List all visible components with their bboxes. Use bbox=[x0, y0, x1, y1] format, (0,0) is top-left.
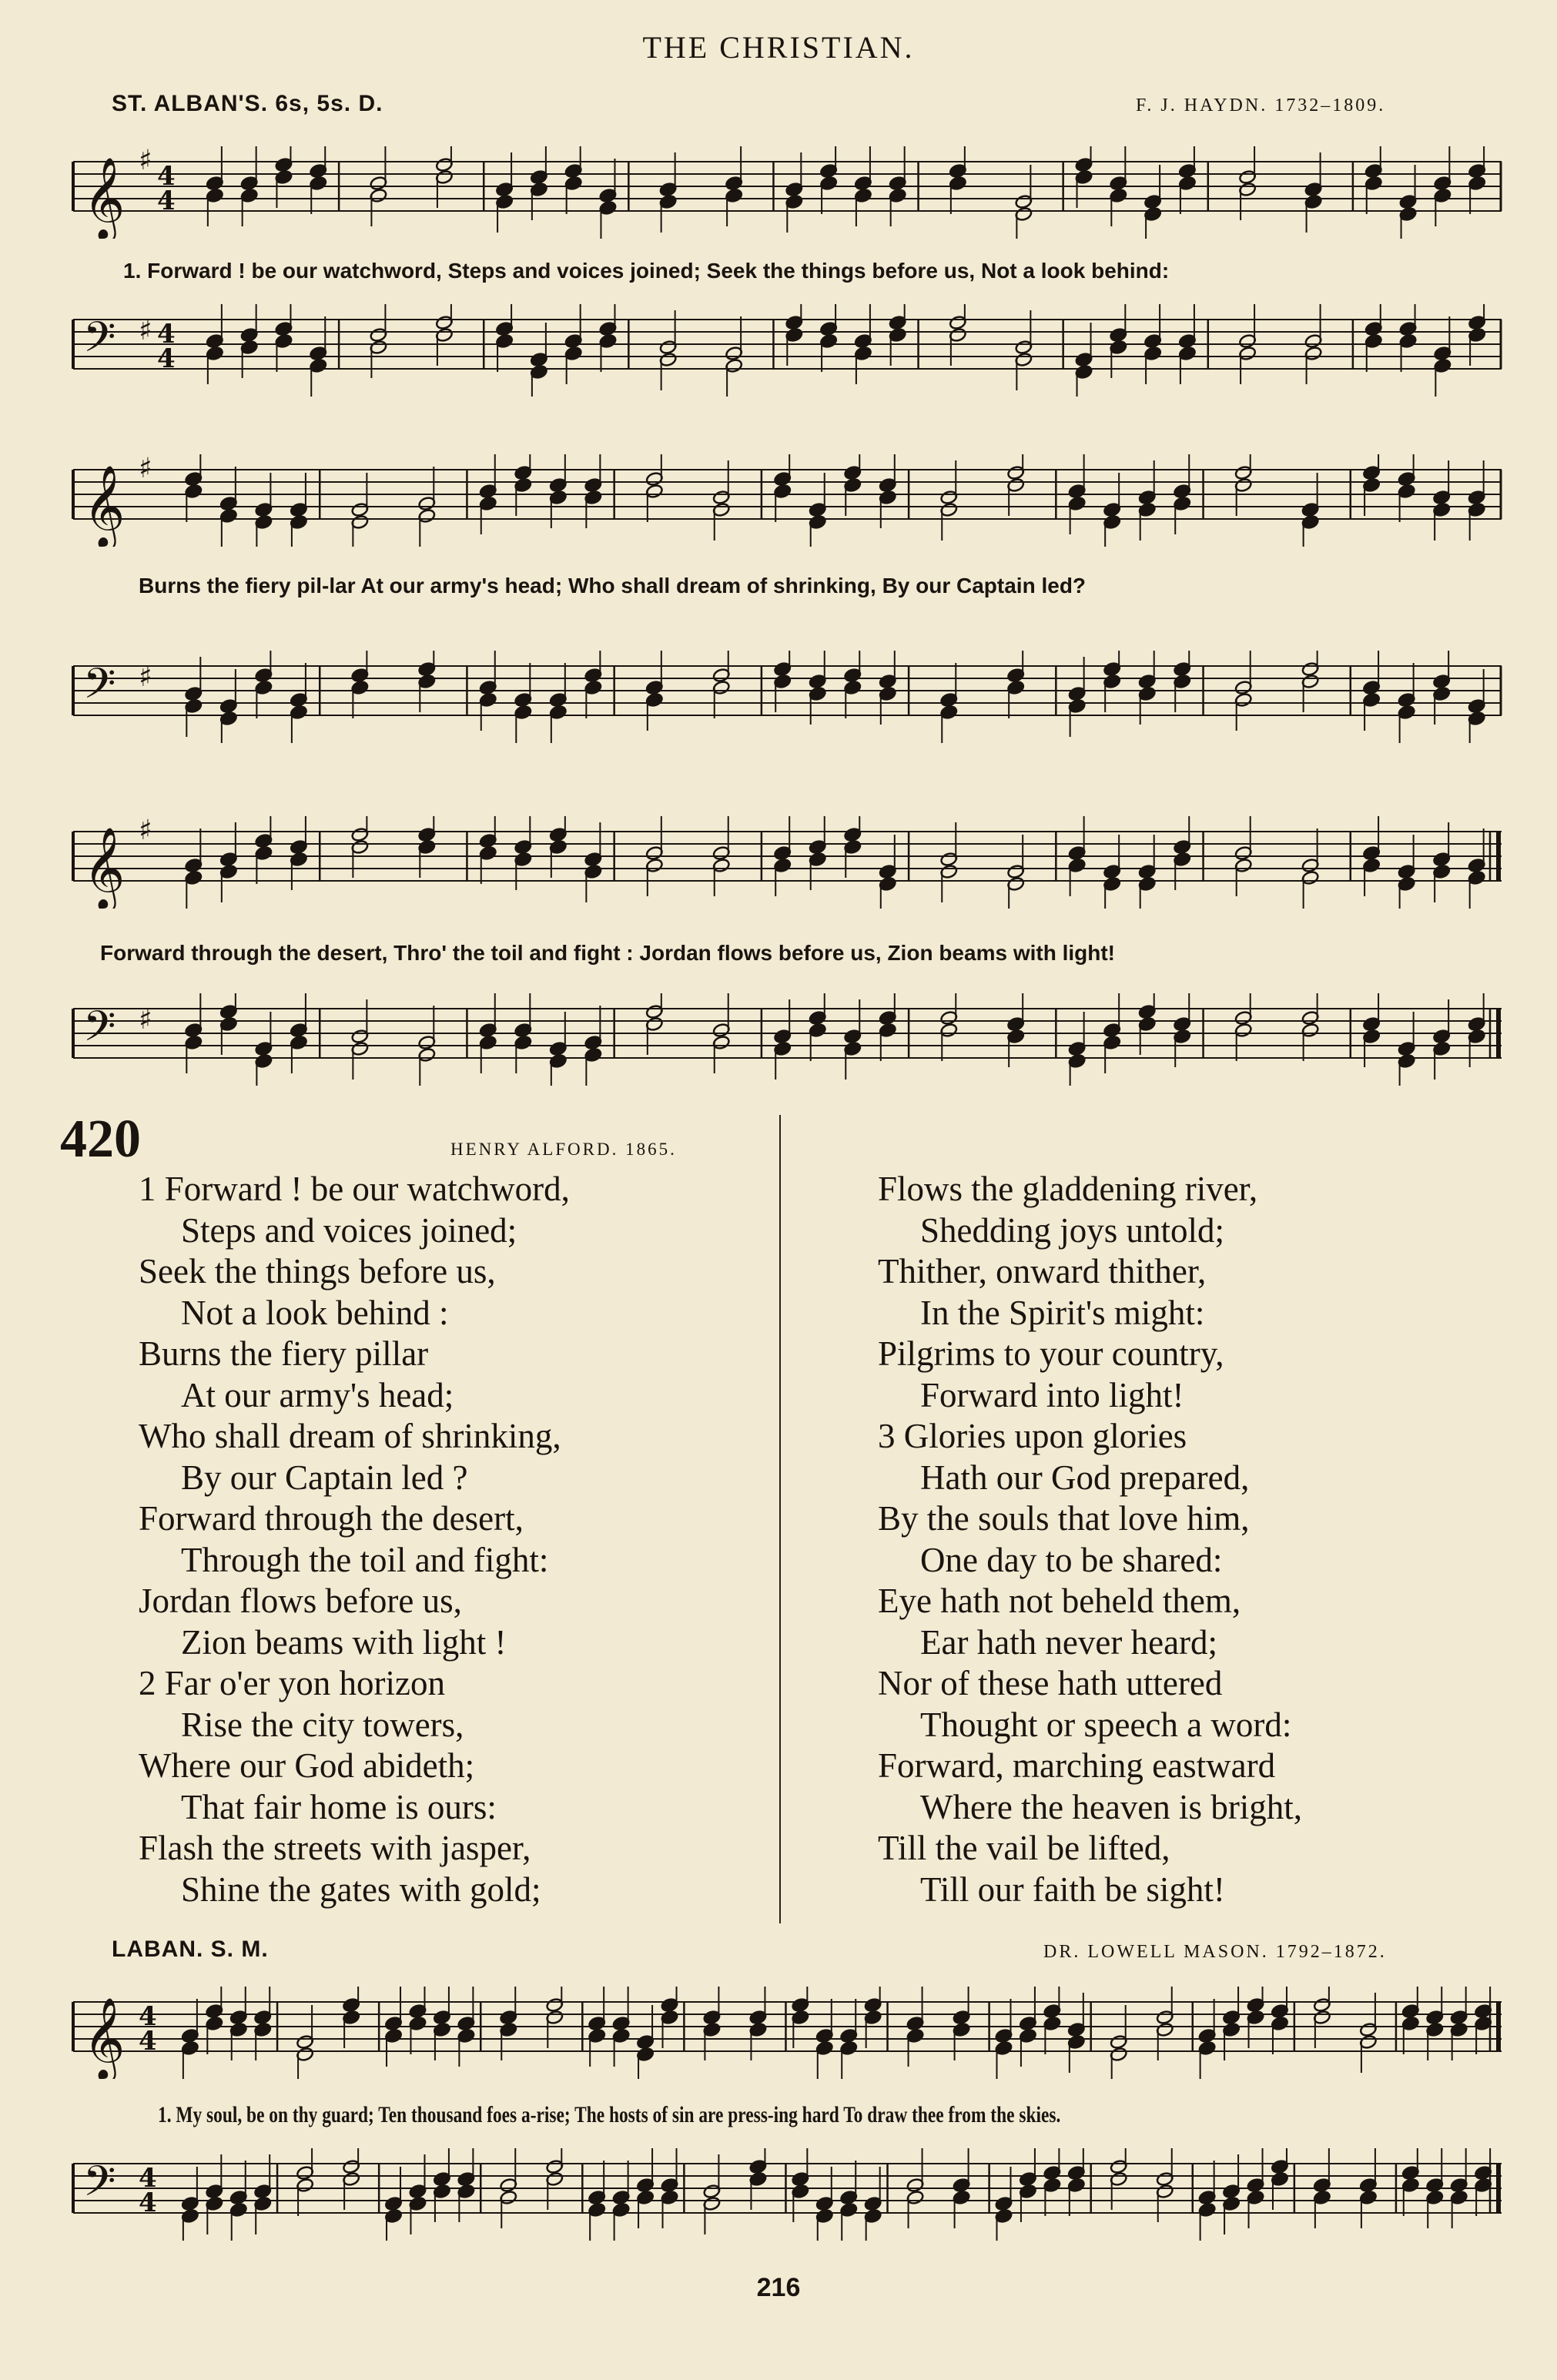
svg-text:𝄢: 𝄢 bbox=[83, 1002, 116, 1061]
svg-text:4: 4 bbox=[157, 186, 176, 216]
staff-treble-4 bbox=[69, 1987, 1505, 2079]
verse-line: Flash the streets with jasper, bbox=[139, 1829, 531, 1867]
svg-text:4: 4 bbox=[139, 2001, 157, 2032]
staff-bass-3 bbox=[69, 993, 1505, 1086]
verse-line: Jordan flows before us, bbox=[139, 1582, 462, 1620]
svg-text:4: 4 bbox=[157, 319, 176, 350]
composer-mason: DR. LOWELL MASON. 1792–1872. bbox=[1043, 1942, 1387, 1962]
verse-line: Till our faith be sight! bbox=[920, 1870, 1225, 1909]
svg-text:4: 4 bbox=[139, 2188, 157, 2218]
music-system-3 bbox=[69, 808, 1505, 1109]
tune-name-st-albans: ST. ALBAN'S. 6s, 5s. D. bbox=[112, 91, 383, 116]
svg-text:♯: ♯ bbox=[139, 454, 152, 484]
verse-line: By our Captain led ? bbox=[181, 1458, 468, 1497]
tune-name-laban: LABAN. S. M. bbox=[112, 1936, 269, 1962]
verse-line: Shine the gates with gold; bbox=[181, 1870, 541, 1909]
staff-treble-3 bbox=[69, 816, 1505, 909]
verse-line: In the Spirit's might: bbox=[920, 1293, 1205, 1332]
verse-line: At our army's head; bbox=[181, 1375, 454, 1414]
verse-line: Rise the city towers, bbox=[181, 1705, 464, 1744]
verse-column-right bbox=[878, 1169, 1302, 1910]
verse-line: Where our God abideth; bbox=[139, 1746, 475, 1785]
verse-line: 1 Forward ! be our watchword, bbox=[139, 1170, 570, 1208]
svg-text:𝄢: 𝄢 bbox=[83, 2157, 116, 2216]
verse-line: Till the vail be lifted, bbox=[878, 1829, 1170, 1867]
svg-text:♯: ♯ bbox=[139, 661, 152, 693]
verse-line: Pilgrims to your country, bbox=[878, 1334, 1224, 1373]
verse-line: Not a look behind : bbox=[181, 1293, 449, 1332]
staff-treble-1 bbox=[69, 146, 1505, 239]
staff-treble-2 bbox=[69, 454, 1505, 547]
svg-text:4: 4 bbox=[139, 2026, 157, 2057]
music-system-4 bbox=[69, 1971, 1505, 2264]
music-system-1 bbox=[69, 131, 1505, 423]
lyric-line-4: 1. My soul, be on thy guard; Ten thousand foes a-rise; The hosts of sin are press-ing hard To draw thee from the skies. bbox=[158, 2102, 1061, 2127]
page-number: 216 bbox=[756, 2273, 801, 2302]
verse-line: By the souls that love him, bbox=[878, 1499, 1250, 1538]
verse-line: Steps and voices joined; bbox=[181, 1210, 517, 1250]
verse-line: Thither, onward thither, bbox=[878, 1252, 1207, 1290]
verse-line: 3 Glories upon glories bbox=[878, 1417, 1187, 1455]
staff-bass-1 bbox=[69, 304, 1505, 397]
verse-line: Forward into light! bbox=[920, 1375, 1184, 1414]
verse-line: That fair home is ours: bbox=[181, 1787, 497, 1826]
running-head: THE CHRISTIAN. bbox=[642, 30, 915, 65]
hymn-author: HENRY ALFORD. 1865. bbox=[450, 1140, 677, 1159]
svg-text:𝄢: 𝄢 bbox=[83, 659, 116, 718]
column-divider bbox=[779, 1115, 781, 1923]
verse-line: Seek the things before us, bbox=[139, 1252, 496, 1290]
svg-text:𝄞: 𝄞 bbox=[83, 826, 126, 909]
composer-haydn: F. J. HAYDN. 1732–1809. bbox=[1136, 95, 1386, 115]
verse-line: Where the heaven is bright, bbox=[920, 1787, 1303, 1826]
verse-line: Flows the gladdening river, bbox=[878, 1170, 1258, 1208]
verse-line: Zion beams with light ! bbox=[181, 1622, 507, 1662]
svg-text:♯: ♯ bbox=[139, 146, 152, 176]
svg-text:♯: ♯ bbox=[139, 1004, 152, 1036]
staff-bass-2 bbox=[69, 651, 1505, 743]
verse-line: Who shall dream of shrinking, bbox=[139, 1417, 561, 1455]
verse-line: Shedding joys untold; bbox=[920, 1210, 1225, 1250]
svg-text:♯: ♯ bbox=[139, 315, 152, 346]
svg-text:𝄞: 𝄞 bbox=[83, 156, 126, 239]
svg-text:4: 4 bbox=[139, 2163, 157, 2194]
music-system-2 bbox=[69, 439, 1505, 755]
lyric-line-2: Burns the fiery pil-lar At our army's head; Who shall dream of shrinking, By our Captain led? bbox=[139, 574, 1087, 598]
staff-bass-4 bbox=[69, 2148, 1505, 2241]
svg-text:𝄞: 𝄞 bbox=[83, 1997, 126, 2079]
svg-text:♯: ♯ bbox=[139, 816, 152, 846]
verse-line: Thought or speech a word: bbox=[920, 1705, 1292, 1744]
verse-line: Forward, marching eastward bbox=[878, 1746, 1276, 1785]
svg-text:𝄞: 𝄞 bbox=[83, 464, 126, 547]
verse-line: 2 Far o'er yon horizon bbox=[139, 1664, 446, 1702]
verse-line: Through the toil and fight: bbox=[181, 1540, 549, 1579]
lyric-line-3: Forward through the desert, Thro' the toil and fight : Jordan flows before us, Zion beams with light! bbox=[100, 941, 1115, 965]
verse-line: Nor of these hath uttered bbox=[878, 1664, 1223, 1702]
verse-line: Hath our God prepared, bbox=[920, 1458, 1250, 1497]
verse-column-left bbox=[139, 1169, 570, 1910]
svg-text:4: 4 bbox=[157, 161, 176, 192]
svg-text:𝄢: 𝄢 bbox=[83, 313, 116, 372]
verse-line: Forward through the desert, bbox=[139, 1499, 524, 1538]
verse-line: Burns the fiery pillar bbox=[139, 1334, 429, 1373]
lyric-line-1: 1. Forward ! be our watchword, Steps and voices joined; Seek the things before us, Not a look behind: bbox=[123, 259, 1170, 283]
hymn-number: 420 bbox=[60, 1110, 141, 1169]
verse-line: Eye hath not beheld them, bbox=[878, 1582, 1241, 1620]
verse-line: Ear hath never heard; bbox=[920, 1622, 1218, 1662]
verse-line: One day to be shared: bbox=[920, 1540, 1223, 1579]
svg-text:4: 4 bbox=[157, 343, 176, 374]
